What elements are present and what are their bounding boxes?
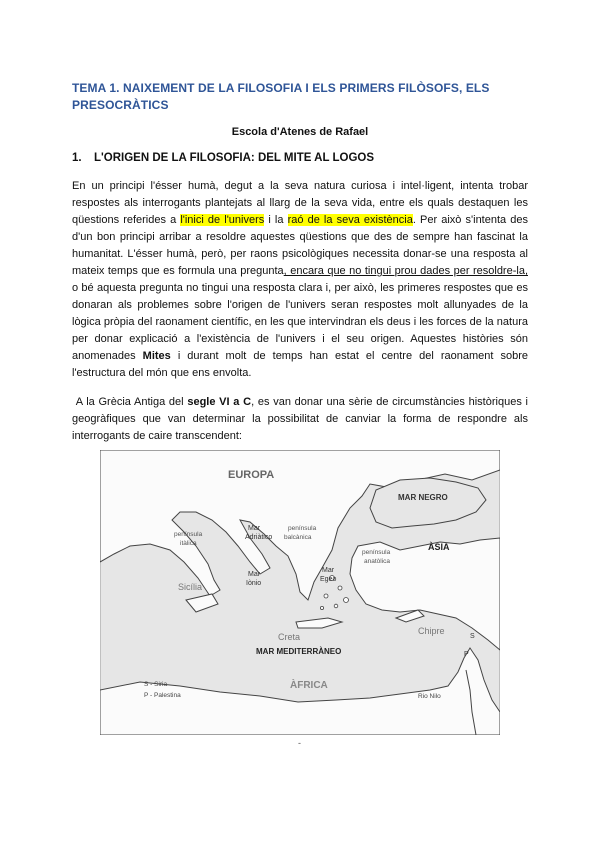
footer-mark: - bbox=[298, 738, 301, 748]
document-title: TEMA 1. NAIXEMENT DE LA FILOSOFIA I ELS PRIMERS FILÒSOFS, ELS PRESOCRÀTICS bbox=[72, 81, 490, 112]
label-mar-negro: MAR NEGRO bbox=[398, 493, 448, 502]
document-subtitle: Escola d'Atenes de Rafael bbox=[231, 126, 369, 138]
p1-text-5: i durant molt de temps han estat el centre del raonament sobre l'estructura del món que ens envolta. bbox=[72, 350, 528, 379]
label-p-mark: P bbox=[464, 651, 469, 658]
highlight-rao-existencia: raó de la seva existència bbox=[287, 214, 413, 226]
p1-text-4: o bé aquesta pregunta no tingui una resposta clara i, per això, les primeres respostes que es donaran als problemes sobre l'origen de l'univers seran respostes molt allunyades de la lògica pròpia del raonament científic, en les que intervindran els deus i les forces de la natura per donar explicació a l'existència de l'univers i el seu origen. Aquestes històries són anomenades bbox=[72, 282, 528, 362]
label-mar-jonio-2: Iònio bbox=[246, 580, 262, 587]
legend-palestina: P - Palestina bbox=[144, 692, 181, 699]
label-creta: Creta bbox=[278, 632, 301, 642]
label-s-mark: S bbox=[470, 633, 475, 640]
bold-segle: segle VI a C bbox=[187, 396, 252, 408]
label-pen-italica-1: península bbox=[174, 531, 203, 538]
p1-text-1: En un principi l'ésser humà, degut a la seva natura curiosa i intel·ligent, intenta trobar respostes als interrogants plantejats al llarg de la seva vida, entre els quals destaquen les qüestions referides a bbox=[72, 180, 528, 226]
label-sicilia: Sicília bbox=[178, 582, 203, 592]
highlight-inici-univers: l'inici de l'univers bbox=[180, 214, 265, 226]
label-africa: ÀFRICA bbox=[290, 680, 328, 691]
label-mar-adriatico-1: Mar bbox=[248, 525, 261, 532]
section-title: L'ORIGEN DE LA FILOSOFIA: DEL MITE AL LOGOS bbox=[94, 152, 375, 164]
label-mar-adriatico-2: Adriàtico bbox=[245, 534, 273, 541]
paragraph-1 bbox=[72, 178, 528, 382]
label-asia: ÀSIA bbox=[428, 542, 450, 552]
label-pen-anatolica-1: península bbox=[362, 549, 391, 556]
label-chipre: Chipre bbox=[418, 626, 445, 636]
p1-text-2: i la bbox=[264, 214, 288, 226]
label-pen-anatolica-2: anatòlica bbox=[364, 558, 391, 565]
label-mar-egeo-2: Egeo bbox=[320, 576, 337, 583]
underlined-text: , encara que no tingui prou dades per resoldre-la, bbox=[283, 265, 528, 277]
p2-text-2: , es van donar una sèrie de circumstàncies històriques i geogràfiques que van determinar la possibilitat de canviar la forma de respondre als interrogants de caire transcendent: bbox=[72, 396, 528, 442]
mediterranean-map bbox=[100, 450, 500, 735]
p1-text-3: . Per això s'intenta des d'un bon principi arribar a resoldre aquestes qüestions que des de sempre han fascinat la humanitat. L'ésser humà, però, per raons psicològiques necessita donar-se una resposta al mateix temps que es formula una pregunta bbox=[72, 214, 528, 277]
section-number: 1. bbox=[72, 152, 82, 164]
legend-siria: S - Siria bbox=[144, 681, 168, 688]
label-mar-egeo-1: Mar bbox=[322, 567, 335, 574]
label-pen-italica-2: itàlica bbox=[180, 540, 197, 547]
label-europa: EUROPA bbox=[228, 469, 275, 481]
paragraph-2 bbox=[72, 394, 528, 445]
label-pen-balcanica-1: península bbox=[288, 525, 317, 532]
p2-text-1: A la Grècia Antiga del bbox=[75, 396, 188, 408]
label-mar-jonio-1: Mar bbox=[248, 571, 261, 578]
bold-mites: Mites bbox=[142, 350, 171, 362]
label-pen-balcanica-2: balcànica bbox=[284, 534, 312, 541]
section-heading bbox=[72, 152, 374, 164]
label-rio-nilo: Rio Nilo bbox=[418, 693, 441, 700]
label-mar-mediterraneo: MAR MEDITERRÀNEO bbox=[256, 647, 342, 656]
